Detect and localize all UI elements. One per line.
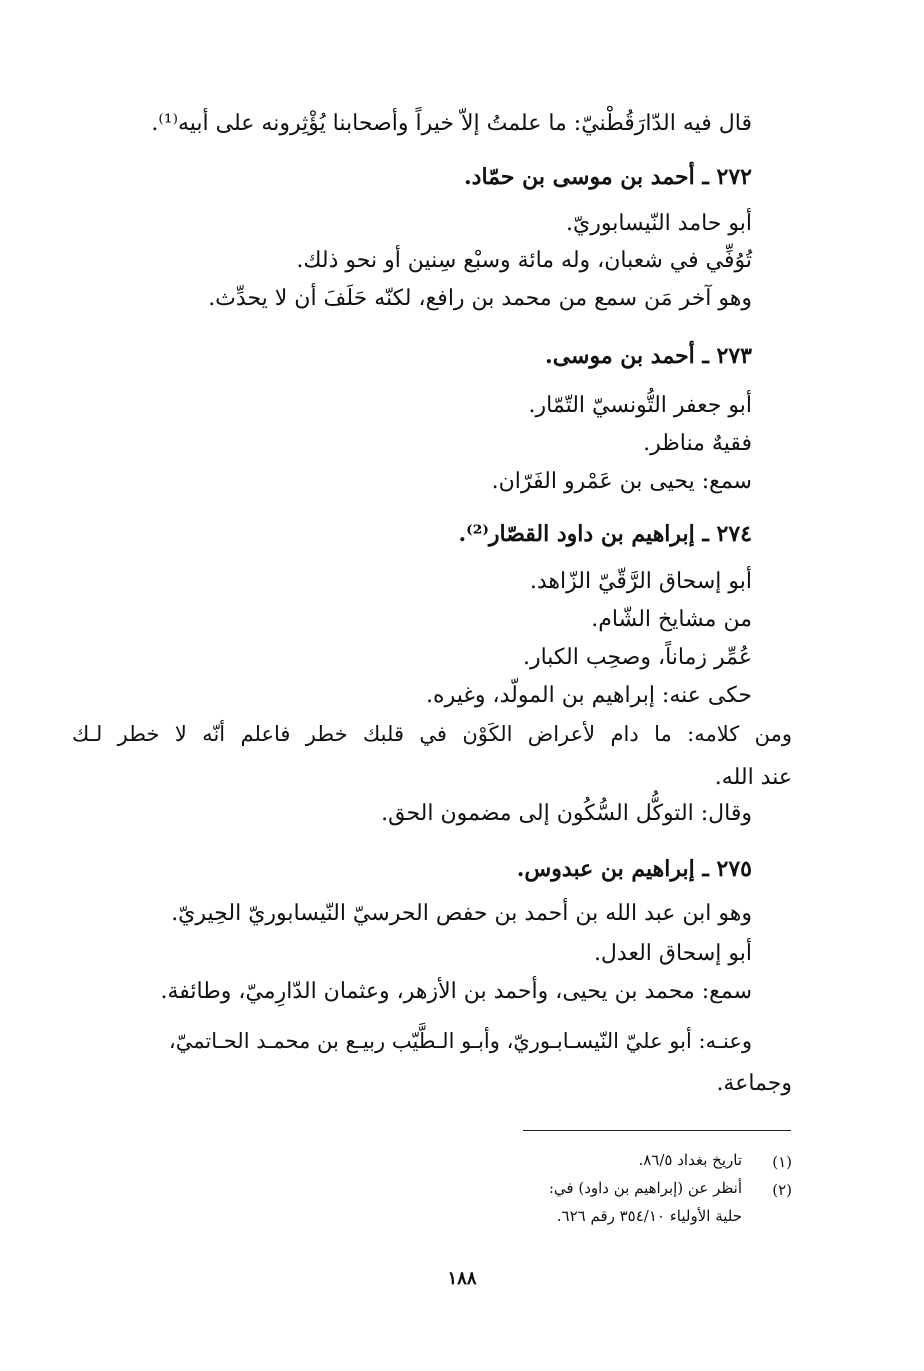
text-line: عُمِّر زماناً، وصحِب الكبار.: [522, 645, 752, 670]
entry-heading-274: ٢٧٤ ـ إبراهيم بن داود القصّار⁽²⁾.: [458, 521, 752, 547]
page-number: ١٨٨: [447, 1268, 477, 1289]
text-line: وجماعة.: [716, 1071, 792, 1096]
footnote-number: (١): [772, 1153, 792, 1171]
text-line: حكى عنه: إبراهيم بن المولّد، وغيره.: [426, 683, 752, 708]
text-line: قال فيه الدّارَقُطْنيّ: ما علمتُ إلاّ خيراً وأصحابنا يُؤْثِرونه على أبيه⁽¹⁾.: [151, 111, 752, 136]
text-line: وهو آخر مَن سمع من محمد بن رافع، لكنّه حَلَفَ أن لا يحدِّث.: [208, 286, 752, 311]
text-line: وهو ابن عبد الله بن أحمد بن حفص الحرسيّ النّيسابوريّ الحِيريّ.: [171, 901, 752, 926]
text-line: سمع: يحيى بن عَمْرو الفَرّان.: [491, 469, 752, 494]
text-line: وعنـه: أبو عليّ النّيسـابـوريّ، وأبـو الـطَّيّب ربيـع بن محمـد الحـاتميّ،: [168, 1029, 752, 1053]
text-line: وقال: التوكُّل السُّكُون إلى مضمون الحق.: [381, 801, 752, 826]
entry-heading-272: ٢٧٢ ـ أحمد بن موسى بن حمّاد.: [464, 164, 752, 190]
text-line: ومن كلامه: ما دام لأعراض الكَوْن في قلبك خطر فاعلم أنّه لا خطر لـك: [72, 722, 792, 746]
text-line: أبو جعفر التُّونسيّ التّمّار.: [528, 393, 752, 418]
text-line: سمع: محمد بن يحيى، وأحمد بن الأزهر، وعثمان الدّارِميّ، وطائفة.: [160, 979, 752, 1004]
text-line: أبو إسحاق الرَّقّيّ الزّاهد.: [529, 569, 752, 594]
entry-heading-275: ٢٧٥ ـ إبراهيم بن عبدوس.: [516, 856, 752, 882]
text-line: من مشايخ الشّام.: [591, 607, 752, 632]
text-line: فقيهٌ مناظر.: [643, 431, 752, 456]
footnote-text: أنظر عن (إبراهيم بن داود) في:: [548, 1179, 742, 1197]
footnote-text: حلية الأولياء ٣٥٤/١٠ رقم ٦٢٦.: [556, 1207, 742, 1225]
text-line: تُوُفِّي في شعبان، وله مائة وسبْع سِنين أو نحو ذلك.: [296, 248, 752, 273]
entry-heading-273: ٢٧٣ ـ أحمد بن موسى.: [545, 343, 752, 369]
text-line: أبو إسحاق العدل.: [593, 941, 752, 966]
footnote-text: تاريخ بغداد ٨٦/٥.: [638, 1151, 742, 1169]
text-line: عند الله.: [714, 765, 792, 790]
text-line: أبو حامد النّيسابوريّ.: [566, 211, 752, 236]
footnote-number: (٢): [772, 1181, 792, 1199]
footnote-rule: [523, 1130, 791, 1131]
